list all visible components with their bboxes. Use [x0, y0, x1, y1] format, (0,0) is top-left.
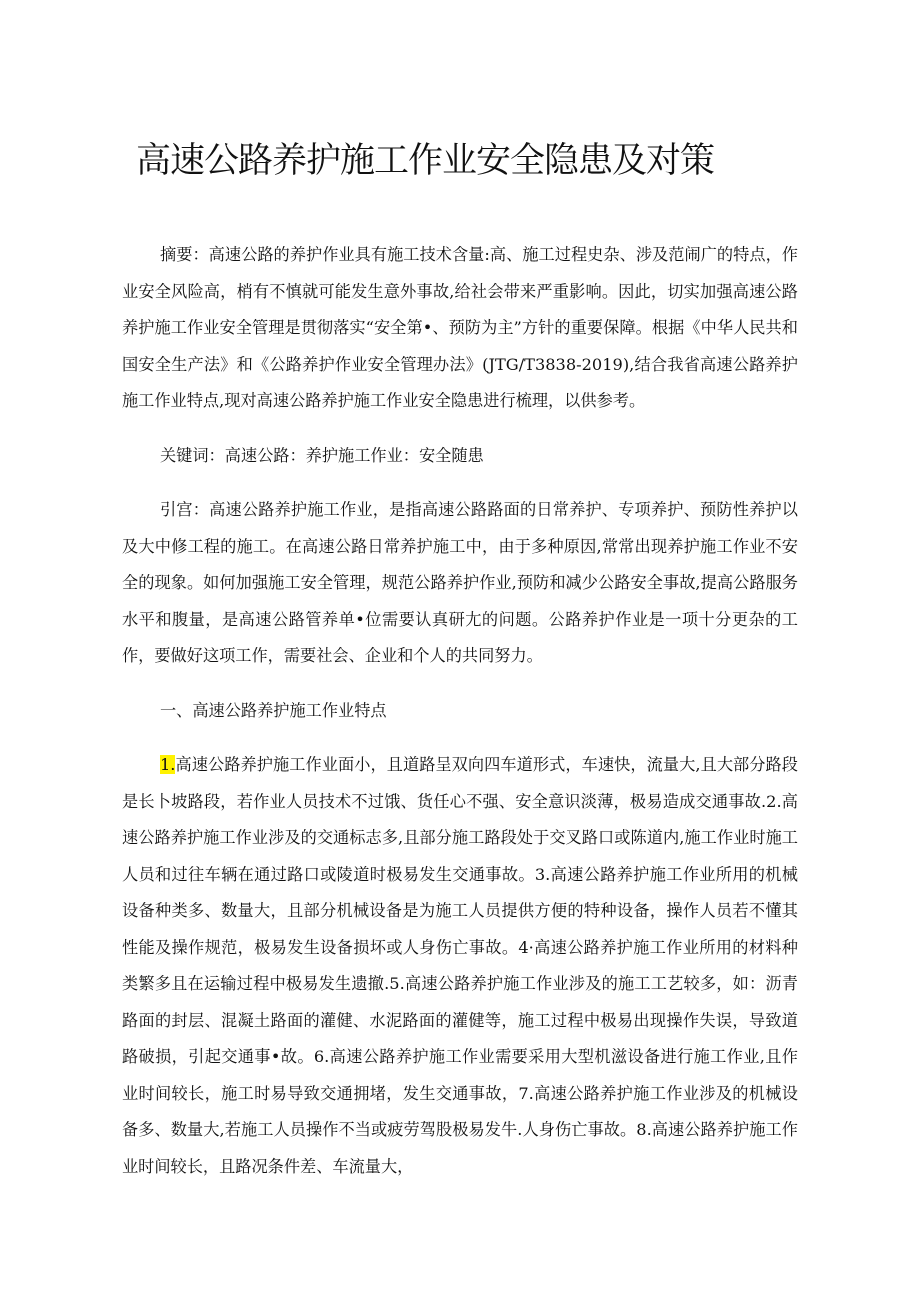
section-heading: 一、高速公路养护施工作业特点 — [160, 700, 387, 720]
document-title: 高速公路养护施工作业安全隐患及对策 — [136, 141, 715, 181]
section-paragraph — [122, 747, 798, 1185]
abstract-paragraph: 摘要：高速公路的养护作业具有施工技术含量:高、施工过程史杂、涉及范闹广的特点，作业安全风险高，梢有不慎就可能发生意外事故,给社会带来严重影响。因此，切实加强高速公路养护施工作业安全管理是贯彻落实“安全第•、预防为主”方针的重要保障。根据《中华人民共和国安全生产法》和《公路养护作业安全管理办法》(JTG/T3838-2019),结合我省高速公路养护施工作业特点,现对高速公路养护施工作业安全隐患进行梳理，以供参考。 — [122, 245, 798, 410]
highlighted-marker: 1. — [160, 755, 176, 774]
section-paragraph-text: 高速公路养护施工作业面小，且道路呈双向四车道形式，车速快，流量大,且大部分路段是长卜坡路段，若作业人员技术不过饿、货任心不强、安全意识淡薄，极易造成交通事故.2.高速公路养护施工作业涉及的交通标志多,且部分施工路段处于交叉路口或陈道内,施工作业时施工人员和过往车辆在通过路口或陵道时极易发生交通事故。3.高速公路养护施工作业所用的机械设备种类多、数量大，且部分机械设备是为施工人员提供方便的特种设备，操作人员若不懂其性能及操作规范，极易发生设备损坏或人身伤亡事故。4·高速公路养护施工作业所用的材料种类繁多且在运输过程中极易发生遗撤.5.高速公路养护施工作业涉及的施工工艺较多，如：沥青路面的封层、混凝土路面的灌健、水泥路面的灌健等，施工过程中极易出现操作失误，导致道路破损，引起交通事•故。6.高速公路养护施工作业需要采用大型机滋设备进行施工作业,且作业时间较长，施工时易导致交通拥堵，发生交通事故，7.高速公路养护施工作业涉及的机械设备多、数量大,若施工人员操作不当或疲劳驾股极易发牛.人身伤亡事故。8.高速公路养护施工作业时间较长，且路况条件差、车流量大， — [122, 755, 798, 1176]
intro-paragraph: 引宫：高速公路养护施工作业，是指高速公路路面的日常养护、专项养护、预防性养护以及大中修工程的施工。在高速公路日常养护施工中，由于多种原因,常常出现养护施工作业不安全的现象。如何加强施工安全管理，规范公路养护作业,预防和减少公路安全事故,提高公路服务水平和腹量，是高速公路管养单•位需要认真研尢的问题。公路养护作业是一项十分更杂的工作，要做好这项工作，需要社会、企业和个人的共同努力。 — [122, 500, 798, 665]
keywords-paragraph: 关键词：高速公路：养护施工作业：安全随患 — [160, 445, 484, 465]
document-body — [122, 237, 798, 1185]
